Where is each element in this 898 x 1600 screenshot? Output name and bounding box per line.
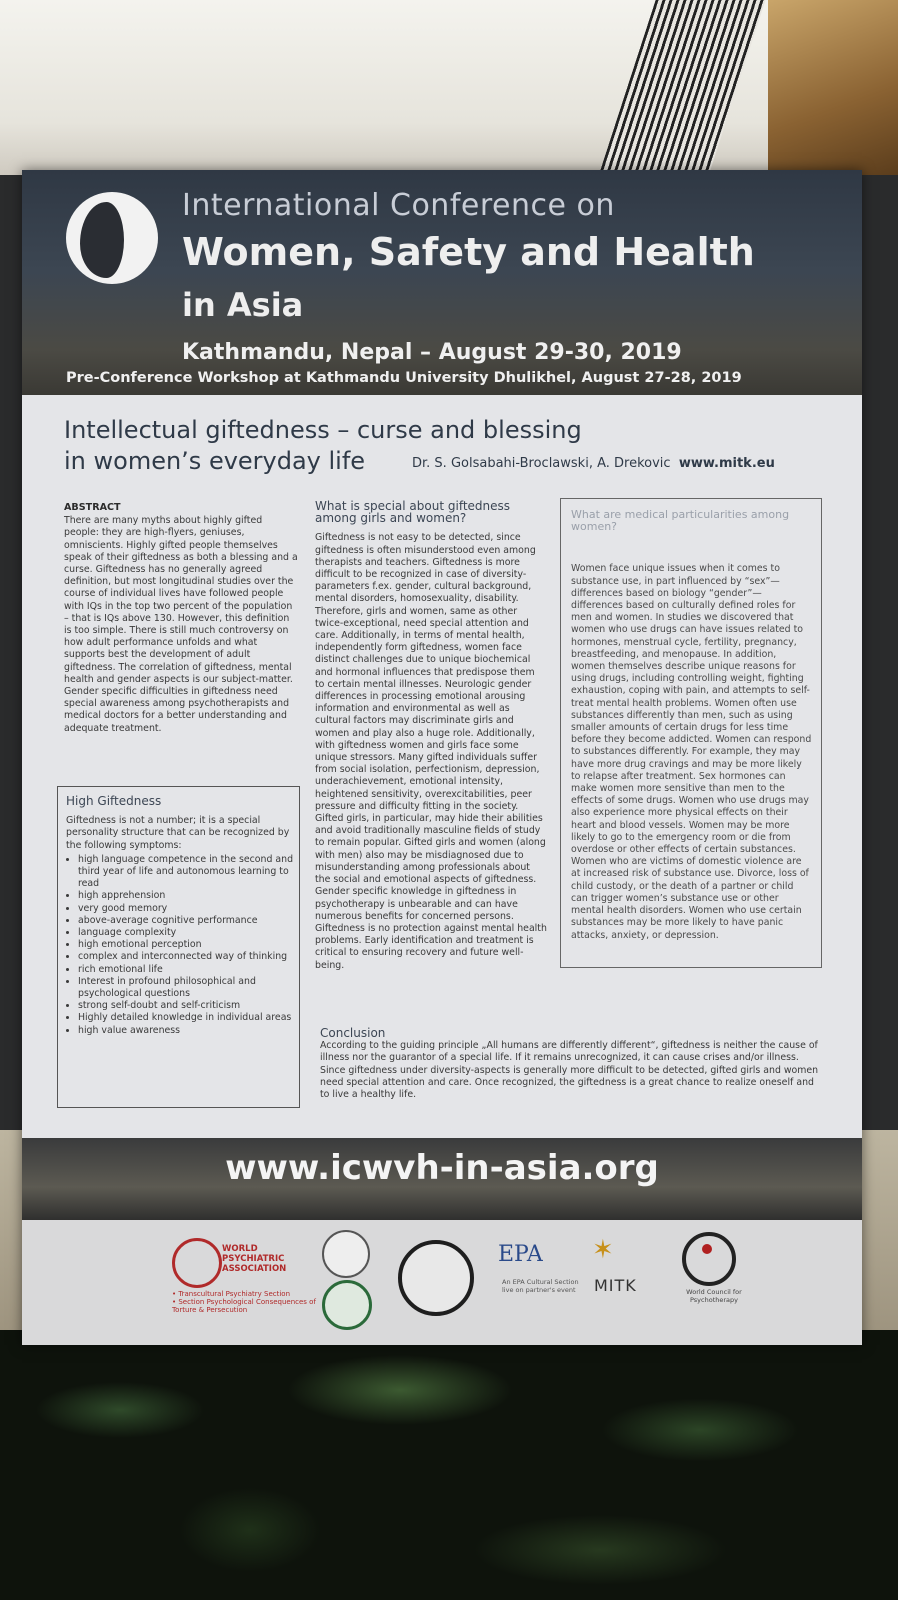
conference-title-line2: Women, Safety and Health: [182, 230, 755, 274]
wpa-name: WORLD PSYCHIATRIC ASSOCIATION: [222, 1244, 287, 1274]
list-item: • complex and interconnected way of thinking: [78, 951, 299, 963]
medical-text: Women face unique issues when it comes to substance use, in part influenced by “sex”—differences based on biology “gender”—differences based on culturally defined roles for men and women. In studies we discovered that women who use drugs can have issues related to hormones, menstrual cycle, fertility, pregnancy, breastfeeding, and menopause. In addition, women themselves describe unique reasons for using drugs, including controlling weight, fighting exhaustion, coping with pain, and attempts to self-treat mental health problems. Women often use substances differently than men, such as using smaller amounts of certain drugs for less time before they become addicted. Women can respond to substances differently. For example, they may have more drug cravings and may be more likely to relapse after treatment. Sex hormones can make women more sensitive than men to the effects of some drugs. Women who use drugs may also experience more physical effects on their heart and blood vessels. Women may be more likely to go to the emergency room or die from overdose or other effects of certain substances. Women who are victims of domestic violence are at increased risk of substance use. Divorce, loss of child custody, or the death of a partner or child can trigger women’s substance use or other mental health disorders. Women who use certain substances may be more likely to have panic attacks, anxiety, or depression.: [571, 563, 812, 941]
circular-emblem-icon: [398, 1240, 474, 1316]
epa-logo: EPA: [498, 1242, 543, 1267]
conclusion-section: [320, 1027, 820, 1101]
list-item: • high apprehension: [78, 890, 299, 902]
high-giftedness-intro: Giftedness is not a number; it is a special personality structure that can be recognized by the following symptoms:: [66, 815, 290, 851]
list-item: • strong self-doubt and self-criticism: [78, 1000, 299, 1012]
wcp-logo-icon: [682, 1232, 736, 1286]
woman-profile-logo-icon: [66, 192, 158, 284]
list-item: • above-average cognitive performance: [78, 915, 299, 927]
conference-website: www.icwvh-in-asia.org: [225, 1148, 659, 1188]
university-seal-icon: [322, 1230, 370, 1278]
sponsor-logos: [22, 1220, 862, 1345]
conference-poster: [22, 170, 862, 1345]
list-item: • rich emotional life: [78, 964, 299, 976]
list-item: • high emotional perception: [78, 939, 299, 951]
high-giftedness-box: [57, 786, 300, 1108]
list-item: • language complexity: [78, 927, 299, 939]
conference-place-date: Kathmandu, Nepal – August 29-30, 2019: [182, 340, 682, 365]
special-giftedness-section: [315, 500, 547, 972]
special-text: Giftedness is not easy to be detected, since giftedness is often misunderstood even among therapists and teachers. Giftedness is more difficult to be recognized in case of diversity-parameters f.ex. gender, cultural background, mental disorders, homosexuality, disability. Therefore, girls and women, same as other twice-exceptional, need special attention and care. Additionally, in terms of mental health, independently form giftedness, women face distinct challenges due to unique biochemical and hormonal influences that predispose them to certain mental illnesses. Neurologic gender differences in processing emotional arousing information and environmental as well as cultural factors may discriminate girls and women and play also a huge role. Additionally, with giftedness women and girls face some unique stressors. Many gifted individuals suffer from social isolation, perfectionism, depression, underachievement, emotional intensity, heightened sensitivity, overexcitabilities, peer pressure and difficulty fitting in the society. Gifted girls, in particular, may hide their abilities and avoid traditionally masculine fields of study to remain popular. Gifted girls and women (along with men) also may be misdiagnosed due to misunderstanding among professionals about the social and emotional aspects of giftedness. Gender specific knowledge in giftedness in psychotherapy is unbearable and can have numerous benefits for concerned persons. Giftedness is no protection against mental health problems. Early identification and treatment is critical to ensuring recovery and future well-being.: [315, 532, 547, 971]
abstract-section: [64, 502, 299, 735]
wood-beam: [768, 0, 898, 175]
list-item: • Interest in profound philosophical and psychological questions: [78, 976, 299, 1000]
wpa-sections: [172, 1290, 322, 1314]
conference-title-line1: International Conference on: [182, 188, 615, 223]
ceiling-background: [0, 0, 898, 175]
conference-title-line3: in Asia: [182, 286, 304, 324]
list-item: • Highly detailed knowledge in individual areas: [78, 1012, 299, 1024]
conclusion-heading: Conclusion: [320, 1026, 386, 1040]
authors-website: www.mitk.eu: [678, 456, 775, 471]
pre-conference-workshop: Pre-Conference Workshop at Kathmandu University Dhulikhel, August 27-28, 2019: [66, 370, 742, 386]
poster-title-line1: Intellectual giftedness – curse and blessing: [64, 416, 582, 444]
wpa-section-1: • Transcultural Psychiatry Section: [172, 1290, 291, 1298]
poster-title-line2: in women’s everyday life: [64, 447, 366, 475]
list-item: • high value awareness: [78, 1025, 299, 1037]
abstract-heading: ABSTRACT: [64, 502, 121, 513]
leaf-seal-icon: [322, 1280, 372, 1330]
list-item: • very good memory: [78, 903, 299, 915]
epa-caption: An EPA Cultural Section live on partner's event: [502, 1278, 579, 1294]
mitk-logo: MITK: [594, 1276, 637, 1295]
high-giftedness-heading: High Giftedness: [66, 794, 162, 808]
wcp-logo-dot: [702, 1244, 712, 1254]
plant-foliage: [0, 1330, 898, 1600]
authors-names: Dr. S. Golsabahi-Broclawski, A. Drekovic: [412, 456, 671, 471]
abstract-text: There are many myths about highly gifted people: they are high-flyers, geniuses, omniscients. Highly gifted people themselves speak of their giftedness as both a blessing and a curse. Giftedness has no generally agreed definition, but most longitudinal studies over the course of individual lives have followed people with IQs in the top two percent of the population – that is IQs above 130. However, this definition is too simple. There is still much controversy on how adult performance unfolds and what supports best the development of adult giftedness. The correlation of giftedness, mental health and gender aspects is our subject-matter. Gender specific difficulties in giftedness need special awareness among psychotherapists and medical doctors for a better understanding and adequate treatment.: [64, 515, 298, 734]
mitk-figures-icon: ✶: [592, 1235, 614, 1265]
poster-header-banner: [22, 170, 862, 395]
list-item: • high language competence in the second and third year of life and autonomous learning to read: [78, 854, 299, 891]
wpa-logo-icon: [172, 1238, 222, 1288]
poster-authors: [412, 456, 775, 471]
symptom-list: [66, 854, 299, 1037]
wcp-name: World Council for Psychotherapy: [686, 1288, 742, 1304]
medical-particularities-box: [560, 498, 822, 968]
special-heading: What is special about giftedness among girls and women?: [315, 499, 511, 526]
medical-heading: What are medical particularities among women?: [571, 508, 790, 534]
conclusion-text: According to the guiding principle „All humans are differently different“, giftedness is neither the cause of illness nor the guarantor of a special life. If it remains unrecognized, it can cause crises and/or illness. Since giftedness under diversity-aspects is generally more difficult to be detected, gifted girls and women need special attention and care. Once recognized, the giftedness is a great chance to realize oneself and to live a healthy life.: [320, 1040, 819, 1101]
wpa-section-2: • Section Psychological Consequences of Torture & Persecution: [172, 1298, 316, 1314]
